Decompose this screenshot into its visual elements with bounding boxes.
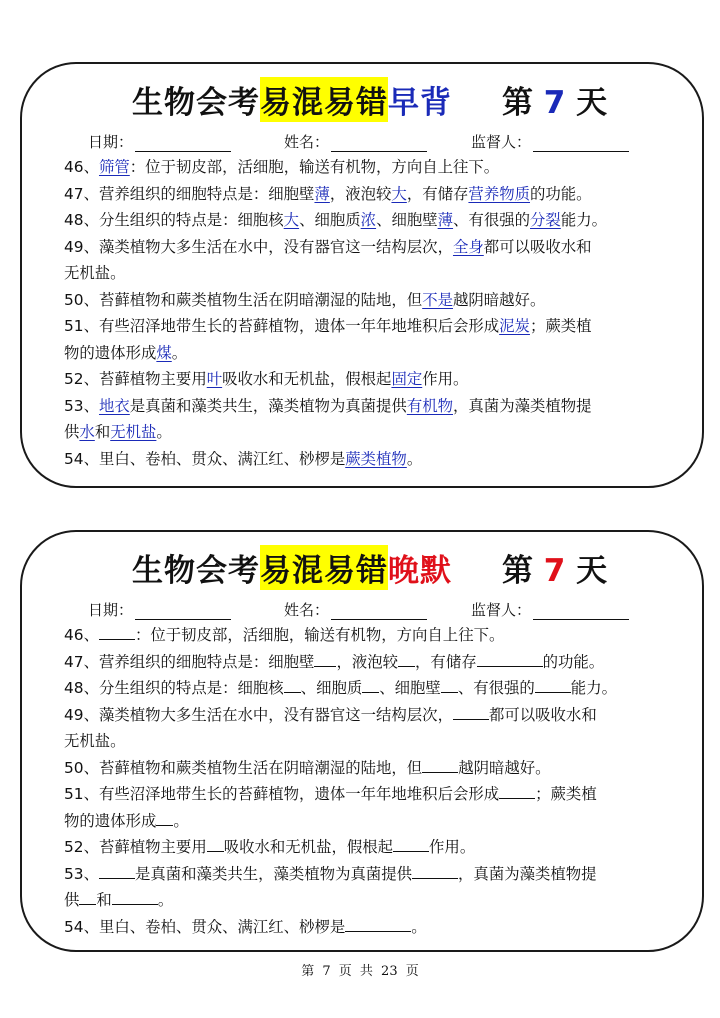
answer-text: 叶 <box>206 370 223 388</box>
item-text: ；蕨类植 <box>529 317 592 335</box>
answer-blank[interactable] <box>284 675 301 693</box>
item-text: 。 <box>411 917 427 936</box>
item-text: ，有储存 <box>406 184 469 203</box>
answer-text: 不是 <box>422 290 453 309</box>
item-text: 47、营养组织的细胞特点是：细胞壁 <box>64 184 315 203</box>
item-text: 46、 <box>64 158 99 176</box>
answer-text: 营养物质 <box>468 184 530 203</box>
answer-text: 泥炭 <box>499 317 530 335</box>
answer-blank[interactable] <box>398 649 415 667</box>
answer-blank[interactable] <box>314 649 336 667</box>
list-item-continuation <box>64 808 668 835</box>
header-fields <box>86 128 668 154</box>
title-highlight: 易混易错 <box>260 545 388 590</box>
item-text: 、有很强的 <box>453 211 531 229</box>
item-text: 和 <box>96 891 112 909</box>
item-text: 越阴暗越好。 <box>452 290 546 309</box>
item-text: 48、分生组织的特点是：细胞核 <box>64 211 284 229</box>
item-text: 、细胞壁 <box>379 679 441 697</box>
list-item <box>64 861 668 888</box>
item-text: ：位于韧皮部，活细胞，输送有机物，方向自上往下。 <box>129 158 500 176</box>
answer-text: 无机盐 <box>110 423 157 441</box>
list-item <box>64 675 668 702</box>
title-tag: 晚默 <box>388 552 452 589</box>
item-text: ，真菌为藻类植物提 <box>458 864 597 883</box>
item-text: 48、分生组织的特点是：细胞核 <box>64 679 284 697</box>
title-highlight: 易混易错 <box>260 77 388 122</box>
supervisor-field[interactable]: 监督人： <box>471 131 629 152</box>
item-text: 53、 <box>64 396 99 415</box>
item-text: 供 <box>64 423 80 441</box>
day-label: 第 7 天 <box>502 84 608 121</box>
answer-blank[interactable] <box>112 887 158 905</box>
answer-text: 有机物 <box>406 396 454 415</box>
list-item <box>64 755 668 782</box>
list-item-continuation <box>64 340 668 367</box>
list-item <box>64 393 668 420</box>
item-text: 49、藻类植物大多生活在水中，没有器官这一结构层次， <box>64 237 453 256</box>
item-text: 47、营养组织的细胞特点是：细胞壁 <box>64 652 315 671</box>
item-text: 无机盐。 <box>64 732 126 750</box>
list-item-continuation <box>64 887 668 914</box>
title-prefix: 生物会考 <box>132 84 260 121</box>
item-text: 是真菌和藻类共生，藻类植物为真菌提供 <box>129 396 407 415</box>
evening-card <box>20 530 704 952</box>
evening-title <box>86 538 668 596</box>
item-text: 50、苔藓植物和蕨类植物生活在阴暗潮湿的陆地，但 <box>64 290 423 309</box>
item-text: 。 <box>406 449 423 468</box>
item-text: ，液泡较 <box>336 652 399 671</box>
day-number: 7 <box>543 552 566 589</box>
item-text: 能力。 <box>570 679 617 697</box>
list-item <box>64 234 668 261</box>
item-text: 的功能。 <box>530 184 592 203</box>
item-text: 、细胞壁 <box>376 211 438 229</box>
item-text: 都可以吸收水和 <box>483 237 592 256</box>
answer-blank[interactable] <box>422 755 458 773</box>
header-fields <box>86 596 668 622</box>
answer-blank[interactable] <box>99 861 135 879</box>
item-text: 物的遗体形成 <box>64 343 157 362</box>
item-text: 作用。 <box>422 370 469 388</box>
item-text: 52、苔藓植物主要用 <box>64 370 207 388</box>
item-text: ：位于韧皮部，活细胞，输送有机物，方向自上往下。 <box>134 626 505 644</box>
item-text: 52、苔藓植物主要用 <box>64 838 207 856</box>
item-text: 越阴暗越好。 <box>458 758 551 777</box>
name-field[interactable]: 姓名： <box>284 599 471 620</box>
item-text: 46、 <box>64 626 99 644</box>
answer-text: 筛管 <box>98 158 130 176</box>
answer-text: 大 <box>391 184 407 203</box>
list-item <box>64 313 668 340</box>
date-field[interactable]: 日期： <box>88 131 284 152</box>
answer-text: 大 <box>283 211 300 229</box>
answer-text: 地衣 <box>98 396 130 415</box>
name-field[interactable]: 姓名： <box>284 131 471 152</box>
date-field[interactable]: 日期： <box>88 599 284 620</box>
answer-text: 全身 <box>452 237 484 256</box>
answer-blank[interactable] <box>207 834 224 852</box>
item-text: 无机盐。 <box>64 264 126 282</box>
item-text: ，真菌为藻类植物提 <box>453 396 592 415</box>
item-text: ，液泡较 <box>329 184 392 203</box>
item-text: 都可以吸收水和 <box>488 705 597 724</box>
item-text: 吸收水和无机盐，假根起 <box>223 838 394 856</box>
morning-card <box>20 62 704 488</box>
answer-text: 蕨类植物 <box>345 449 407 468</box>
item-text: 能力。 <box>560 211 607 229</box>
item-text: 54、里白、卷柏、贯众、满江红、桫椤是 <box>64 917 346 936</box>
answer-blank[interactable] <box>362 675 379 693</box>
item-text: 51、有些沼泽地带生长的苔藓植物，遗体一年年地堆积后会形成 <box>64 785 500 803</box>
list-item <box>64 446 668 473</box>
item-text: 、细胞质 <box>300 679 363 697</box>
list-item <box>64 287 668 314</box>
day-label: 第 7 天 <box>502 552 608 589</box>
supervisor-field[interactable]: 监督人： <box>471 599 629 620</box>
morning-items <box>64 154 668 472</box>
answer-blank[interactable] <box>345 914 411 932</box>
answer-blank[interactable] <box>535 675 571 693</box>
answer-blank[interactable] <box>79 887 96 905</box>
page-footer: 第 7 页 共 23 页 <box>301 964 419 979</box>
list-item-continuation <box>64 419 668 446</box>
list-item <box>64 207 668 234</box>
list-item <box>64 366 668 393</box>
evening-items <box>64 622 668 940</box>
answer-text: 薄 <box>437 211 454 229</box>
list-item <box>64 781 668 808</box>
item-text: 的功能。 <box>542 652 605 671</box>
title-tag: 早背 <box>388 84 452 121</box>
list-item <box>64 834 668 861</box>
item-text: 、有很强的 <box>457 679 535 697</box>
list-item-continuation <box>64 260 668 287</box>
answer-blank[interactable] <box>477 649 543 667</box>
list-item <box>64 154 668 181</box>
answer-text: 薄 <box>314 184 330 203</box>
morning-title <box>86 70 668 128</box>
item-text: 、细胞质 <box>299 211 361 229</box>
answer-blank[interactable] <box>99 622 135 640</box>
item-text: 。 <box>173 811 189 830</box>
item-text: 吸收水和无机盐，假根起 <box>222 370 392 388</box>
item-text: 。 <box>157 891 174 909</box>
answer-blank[interactable] <box>441 675 458 693</box>
item-text: ，有储存 <box>415 652 477 671</box>
item-text: ；蕨类植 <box>535 785 597 803</box>
answer-text: 固定 <box>391 370 423 388</box>
item-text: 53、 <box>64 864 99 883</box>
item-text: 供 <box>64 891 80 909</box>
item-text: 54、里白、卷柏、贯众、满江红、桫椤是 <box>64 449 346 468</box>
answer-blank[interactable] <box>412 861 458 879</box>
list-item <box>64 914 668 941</box>
list-item-continuation <box>64 728 668 755</box>
item-text: 。 <box>171 343 188 362</box>
answer-text: 煤 <box>156 343 172 362</box>
answer-blank[interactable] <box>156 808 173 826</box>
item-text: 作用。 <box>429 838 476 856</box>
answer-blank[interactable] <box>453 702 489 720</box>
item-text: 。 <box>156 423 172 441</box>
item-text: 49、藻类植物大多生活在水中，没有器官这一结构层次， <box>64 705 453 724</box>
answer-text: 分裂 <box>530 211 561 229</box>
item-text: 和 <box>94 423 111 441</box>
item-text: 物的遗体形成 <box>64 811 157 830</box>
answer-blank[interactable] <box>499 781 535 799</box>
list-item <box>64 702 668 729</box>
answer-blank[interactable] <box>393 834 429 852</box>
answer-text: 浓 <box>360 211 377 229</box>
item-text: 51、有些沼泽地带生长的苔藓植物，遗体一年年地堆积后会形成 <box>64 317 500 335</box>
list-item <box>64 622 668 649</box>
item-text: 50、苔藓植物和蕨类植物生活在阴暗潮湿的陆地，但 <box>64 758 423 777</box>
title-prefix: 生物会考 <box>132 552 260 589</box>
list-item <box>64 181 668 208</box>
item-text: 是真菌和藻类共生，藻类植物为真菌提供 <box>134 864 413 883</box>
list-item <box>64 649 668 676</box>
answer-text: 水 <box>79 423 95 441</box>
day-number: 7 <box>543 84 566 121</box>
